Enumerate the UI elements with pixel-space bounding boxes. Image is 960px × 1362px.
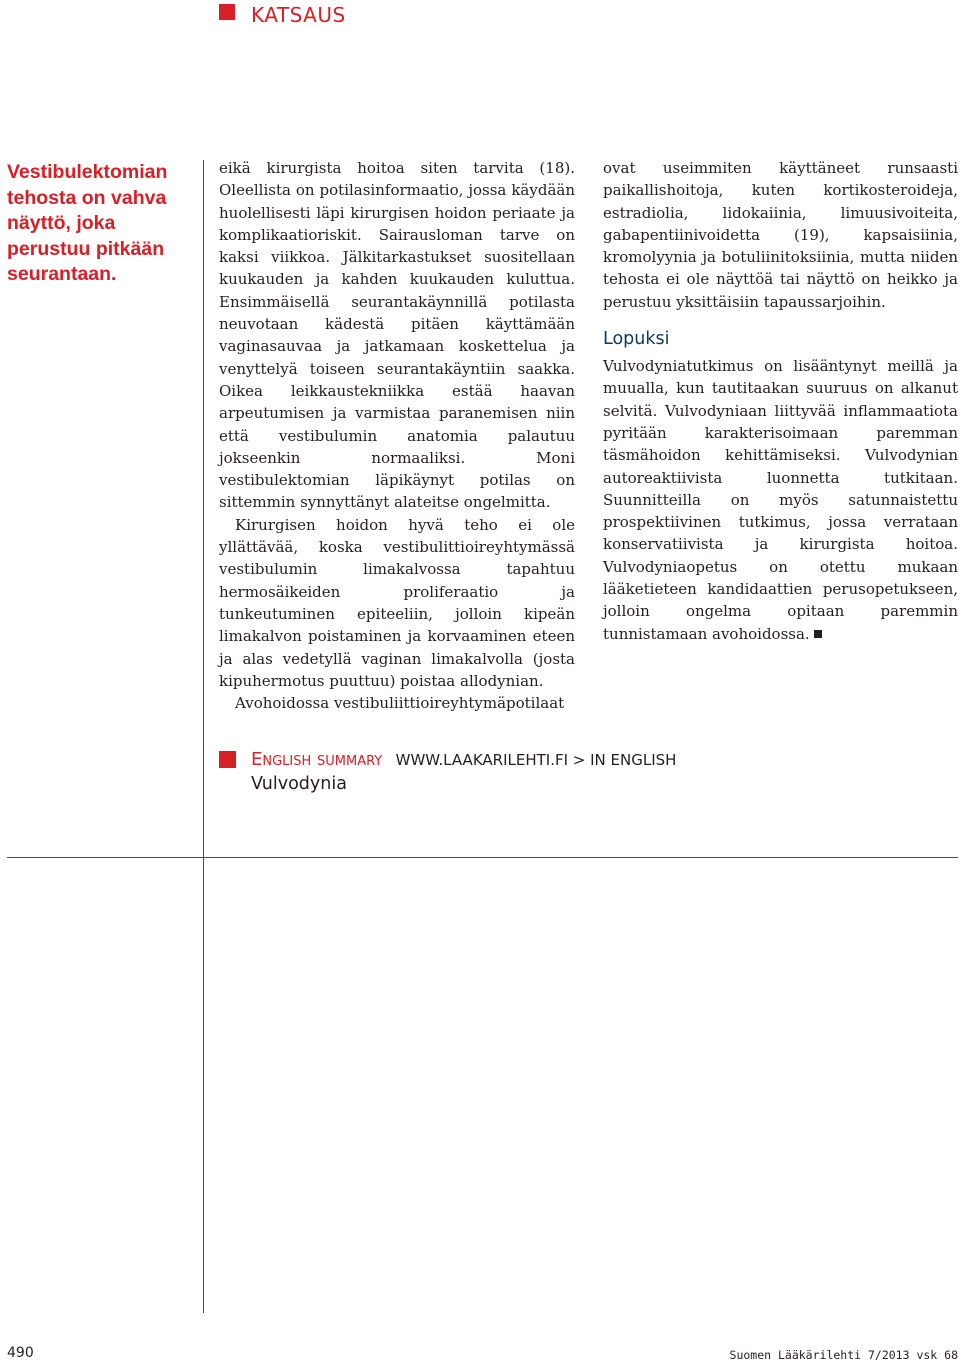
text-column-2	[603, 157, 958, 645]
page-number: 490	[7, 1345, 34, 1361]
section-marker-square	[219, 4, 235, 20]
pullquote: Vestibulektomian tehosta on vahva näyttö, joka perustuu pitkään seurantaan.	[7, 161, 168, 285]
summary-marker-square	[219, 751, 236, 768]
english-summary-label: English summary	[251, 749, 383, 770]
english-summary-line	[251, 748, 676, 772]
english-summary-link[interactable]: WWW.LAAKARILEHTI.FI > IN ENGLISH	[395, 751, 677, 769]
end-mark-icon	[814, 630, 822, 638]
journal-info: Suomen Lääkärilehti 7/2013 vsk 68	[729, 1348, 958, 1362]
paragraph: Kirurgisen hoidon hyvä teho ei ole yllättävää, koska vestibulittioireyhtymässä vestibulumin limakalvossa tapahtuu hermosäikeiden proliferaatio ja tunkeutuminen epiteeliin, jolloin kipeän limakalvon poistaminen ja korvaaminen eteen ja alas vedetyllä vaginan limakalvolla (josta kipuhermotus puuttuu) poistaa allodynian.	[219, 515, 575, 690]
horizontal-rule	[7, 857, 958, 858]
paragraph: ovat useimmiten käyttäneet runsaasti paikallishoitoja, kuten kortikosteroideja, estradiolia, lidokaiinia, limuusivoiteita, gabapentiinivoidetta (19), kapsaisiinia, kromolyynia ja botuliinitoksiinia, mutta niiden tehosta ei ole näyttöä tai näyttö on heikko ja perustuu yksittäisiin tapaussarjoihin.	[603, 159, 958, 311]
column-divider	[203, 160, 204, 1313]
section-label: KATSAUS	[251, 3, 346, 27]
paragraph: eikä kirurgista hoitoa siten tarvita (18). Oleellista on potilasinformaatio, jossa käydään huolellisesti läpi kirurgisen hoidon periaate ja komplikaatioriskit. Sairausloman tarve on kaksi viikkoa. Jälkitarkastukset suositellaan kuukauden ja kahden kuukauden kuluttua. Ensimmäisellä seurantakäynnillä potilasta neuvotaan kädestä pitäen käyttämään vaginasauvaa ja jatkamaan koskettelua ja venyttelyä toiseen seurantakäyntiin saakka. Oikea leikkaustekniikka estää haavan arpeutumisen ja varmistaa paranemisen niin että vestibulumin anatomia palautuu jokseenkin normaaliksi. Moni vestibulektomian läpikäynyt potilas on sittemmin synnyttänyt alateitse ongelmitta.	[219, 159, 575, 512]
text-column-1	[219, 157, 575, 714]
paragraph-text: Vulvodyniatutkimus on lisääntynyt meillä ja muualla, kun tautitaakan suuruus on alkanut selvitä. Vulvodyniaan liittyvää inflammaatiota pyritään karakterisoimaan paremman täsmähoidon kehittämiseksi. Vulvodynian autoreaktiivista luonnetta tutkitaan. Suunnitteilla on myös satunnaistettu prospektiivinen tutkimus, jossa verrataan konservatiivista ja kirurgista hoitoa. Vulvodyniaopetus on otettu mukaan lääketieteen kandidaattien perusopetukseen, jolloin ongelma opitaan paremmin tunnistamaan avohoidossa.	[603, 357, 958, 643]
english-summary-title: Vulvodynia	[251, 774, 347, 794]
paragraph: Avohoidossa vestibuliittioireyhtymäpotilaat	[235, 694, 565, 713]
section-heading: Lopuksi	[603, 329, 670, 350]
paragraph	[603, 355, 958, 645]
